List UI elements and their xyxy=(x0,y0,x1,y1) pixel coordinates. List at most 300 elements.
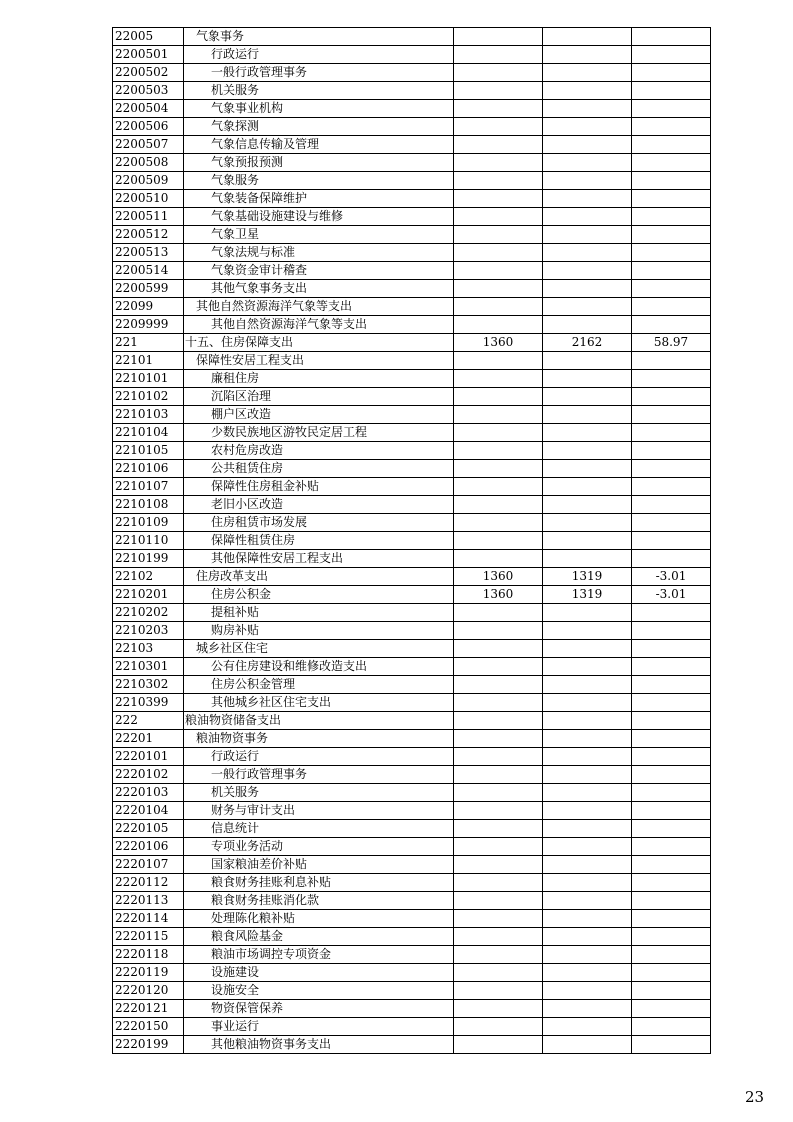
row-value-1-cell xyxy=(454,172,543,190)
row-code-cell: 2210106 xyxy=(113,460,184,478)
row-name-cell: 其他自然资源海洋气象等支出 xyxy=(184,298,454,316)
row-value-1-cell xyxy=(454,1000,543,1018)
row-value-3-cell xyxy=(632,388,711,406)
row-value-3-cell xyxy=(632,64,711,82)
row-value-2-cell xyxy=(543,820,632,838)
table-row xyxy=(113,568,711,586)
page-number: 23 xyxy=(745,1088,765,1106)
table-row xyxy=(113,766,711,784)
row-code-cell: 2220103 xyxy=(113,784,184,802)
row-value-2-cell xyxy=(543,118,632,136)
row-value-2-cell xyxy=(543,892,632,910)
row-code-cell: 2210202 xyxy=(113,604,184,622)
row-code-cell: 2220112 xyxy=(113,874,184,892)
row-value-3-cell xyxy=(632,226,711,244)
row-value-1-cell xyxy=(454,712,543,730)
row-code-cell: 2200512 xyxy=(113,226,184,244)
row-code-cell: 2220150 xyxy=(113,1018,184,1036)
row-value-3-cell xyxy=(632,658,711,676)
table-row xyxy=(113,712,711,730)
row-code-cell: 22102 xyxy=(113,568,184,586)
row-name-cell: 保障性住房租金补贴 xyxy=(184,478,454,496)
row-value-2-cell xyxy=(543,550,632,568)
row-value-3-cell xyxy=(632,640,711,658)
row-code-cell: 2200503 xyxy=(113,82,184,100)
row-value-1-cell xyxy=(454,784,543,802)
row-code-cell: 22099 xyxy=(113,298,184,316)
row-value-3-cell xyxy=(632,964,711,982)
row-value-1-cell xyxy=(454,604,543,622)
row-value-3-cell xyxy=(632,82,711,100)
row-value-3-cell: -3.01 xyxy=(632,586,711,604)
row-value-1-cell xyxy=(454,388,543,406)
row-value-2-cell xyxy=(543,874,632,892)
row-name-cell: 机关服务 xyxy=(184,784,454,802)
row-value-3-cell xyxy=(632,136,711,154)
row-value-2-cell xyxy=(543,208,632,226)
row-value-2-cell xyxy=(543,154,632,172)
row-value-3-cell xyxy=(632,28,711,46)
row-value-1-cell xyxy=(454,226,543,244)
row-code-cell: 2200514 xyxy=(113,262,184,280)
row-value-1-cell xyxy=(454,694,543,712)
row-code-cell: 2210103 xyxy=(113,406,184,424)
row-code-cell: 2200599 xyxy=(113,280,184,298)
row-value-3-cell xyxy=(632,298,711,316)
row-name-cell: 城乡社区住宅 xyxy=(184,640,454,658)
table-row xyxy=(113,352,711,370)
row-value-3-cell xyxy=(632,262,711,280)
row-name-cell: 住房改革支出 xyxy=(184,568,454,586)
row-name-cell: 其他气象事务支出 xyxy=(184,280,454,298)
row-value-2-cell xyxy=(543,226,632,244)
row-value-2-cell xyxy=(543,1036,632,1054)
row-code-cell: 22101 xyxy=(113,352,184,370)
row-value-1-cell xyxy=(454,820,543,838)
budget-table xyxy=(112,27,711,1054)
row-value-2-cell xyxy=(543,406,632,424)
table-row xyxy=(113,586,711,604)
row-value-2-cell xyxy=(543,460,632,478)
row-name-cell: 保障性租赁住房 xyxy=(184,532,454,550)
row-value-3-cell xyxy=(632,118,711,136)
row-code-cell: 2200506 xyxy=(113,118,184,136)
row-value-3-cell xyxy=(632,910,711,928)
table-row xyxy=(113,838,711,856)
row-value-2-cell xyxy=(543,316,632,334)
row-value-2-cell xyxy=(543,622,632,640)
table-row xyxy=(113,910,711,928)
row-code-cell: 221 xyxy=(113,334,184,352)
row-value-3-cell xyxy=(632,424,711,442)
row-value-2-cell xyxy=(543,1018,632,1036)
row-name-cell: 住房租赁市场发展 xyxy=(184,514,454,532)
table-row xyxy=(113,424,711,442)
row-value-1-cell xyxy=(454,460,543,478)
row-value-1-cell xyxy=(454,550,543,568)
row-name-cell: 气象基础设施建设与维修 xyxy=(184,208,454,226)
table-row xyxy=(113,226,711,244)
row-value-1-cell xyxy=(454,874,543,892)
table-row xyxy=(113,802,711,820)
row-value-2-cell xyxy=(543,964,632,982)
row-value-2-cell xyxy=(543,982,632,1000)
table-row xyxy=(113,334,711,352)
table-row xyxy=(113,316,711,334)
row-value-2-cell xyxy=(543,856,632,874)
row-value-1-cell xyxy=(454,676,543,694)
row-value-2-cell xyxy=(543,604,632,622)
row-value-3-cell xyxy=(632,748,711,766)
table-row xyxy=(113,658,711,676)
row-value-2-cell xyxy=(543,766,632,784)
row-name-cell: 气象事务 xyxy=(184,28,454,46)
row-value-3-cell xyxy=(632,802,711,820)
row-value-1-cell xyxy=(454,496,543,514)
row-value-3-cell xyxy=(632,928,711,946)
table-row xyxy=(113,1036,711,1054)
row-value-1-cell xyxy=(454,118,543,136)
row-name-cell: 处理陈化粮补贴 xyxy=(184,910,454,928)
row-code-cell: 2220107 xyxy=(113,856,184,874)
row-code-cell: 2200507 xyxy=(113,136,184,154)
row-code-cell: 2210399 xyxy=(113,694,184,712)
table-row xyxy=(113,532,711,550)
row-name-cell: 行政运行 xyxy=(184,46,454,64)
row-code-cell: 2220105 xyxy=(113,820,184,838)
row-name-cell: 保障性安居工程支出 xyxy=(184,352,454,370)
row-value-2-cell xyxy=(543,298,632,316)
row-value-1-cell xyxy=(454,622,543,640)
row-code-cell: 2220115 xyxy=(113,928,184,946)
row-value-1-cell xyxy=(454,46,543,64)
row-name-cell: 设施建设 xyxy=(184,964,454,982)
row-code-cell: 2200511 xyxy=(113,208,184,226)
row-value-2-cell xyxy=(543,784,632,802)
row-code-cell: 2210301 xyxy=(113,658,184,676)
row-value-1-cell xyxy=(454,352,543,370)
row-code-cell: 2210201 xyxy=(113,586,184,604)
table-row xyxy=(113,622,711,640)
row-value-1-cell: 1360 xyxy=(454,586,543,604)
row-value-2-cell xyxy=(543,676,632,694)
row-code-cell: 222 xyxy=(113,712,184,730)
row-value-2-cell xyxy=(543,748,632,766)
row-code-cell: 2220119 xyxy=(113,964,184,982)
row-name-cell: 其他保障性安居工程支出 xyxy=(184,550,454,568)
row-value-2-cell: 1319 xyxy=(543,568,632,586)
row-value-2-cell xyxy=(543,388,632,406)
row-value-1-cell xyxy=(454,910,543,928)
row-code-cell: 2210104 xyxy=(113,424,184,442)
table-row xyxy=(113,550,711,568)
table-row xyxy=(113,136,711,154)
row-value-2-cell xyxy=(543,424,632,442)
table-row xyxy=(113,928,711,946)
row-value-3-cell xyxy=(632,856,711,874)
row-value-3-cell xyxy=(632,442,711,460)
row-value-2-cell xyxy=(543,262,632,280)
row-code-cell: 22201 xyxy=(113,730,184,748)
table-row xyxy=(113,874,711,892)
budget-table-body xyxy=(113,28,711,1054)
row-name-cell: 一般行政管理事务 xyxy=(184,64,454,82)
row-value-3-cell xyxy=(632,712,711,730)
row-value-1-cell xyxy=(454,982,543,1000)
row-value-3-cell xyxy=(632,190,711,208)
row-value-3-cell xyxy=(632,154,711,172)
table-row xyxy=(113,154,711,172)
row-code-cell: 2220118 xyxy=(113,946,184,964)
row-code-cell: 2200510 xyxy=(113,190,184,208)
row-value-3-cell xyxy=(632,1000,711,1018)
row-value-2-cell xyxy=(543,136,632,154)
row-value-2-cell xyxy=(543,82,632,100)
row-value-2-cell xyxy=(543,946,632,964)
table-row xyxy=(113,298,711,316)
table-row xyxy=(113,1018,711,1036)
table-row xyxy=(113,982,711,1000)
row-value-1-cell xyxy=(454,946,543,964)
row-name-cell: 十五、住房保障支出 xyxy=(184,334,454,352)
table-row xyxy=(113,514,711,532)
row-value-1-cell xyxy=(454,190,543,208)
row-code-cell: 2210110 xyxy=(113,532,184,550)
row-value-2-cell xyxy=(543,712,632,730)
row-value-1-cell xyxy=(454,748,543,766)
row-name-cell: 事业运行 xyxy=(184,1018,454,1036)
row-code-cell: 2220120 xyxy=(113,982,184,1000)
row-value-2-cell xyxy=(543,802,632,820)
row-code-cell: 2220106 xyxy=(113,838,184,856)
row-value-3-cell xyxy=(632,280,711,298)
row-value-2-cell xyxy=(543,190,632,208)
row-name-cell: 公有住房建设和维修改造支出 xyxy=(184,658,454,676)
row-value-1-cell xyxy=(454,892,543,910)
row-name-cell: 沉陷区治理 xyxy=(184,388,454,406)
row-value-3-cell xyxy=(632,604,711,622)
row-value-3-cell xyxy=(632,784,711,802)
row-value-1-cell xyxy=(454,136,543,154)
row-code-cell: 2220113 xyxy=(113,892,184,910)
table-row xyxy=(113,208,711,226)
row-value-1-cell xyxy=(454,208,543,226)
row-name-cell: 财务与审计支出 xyxy=(184,802,454,820)
row-value-1-cell xyxy=(454,640,543,658)
row-value-3-cell xyxy=(632,514,711,532)
row-value-3-cell xyxy=(632,946,711,964)
row-value-1-cell xyxy=(454,316,543,334)
row-value-2-cell xyxy=(543,658,632,676)
row-value-3-cell xyxy=(632,1036,711,1054)
row-value-1-cell xyxy=(454,478,543,496)
row-value-3-cell xyxy=(632,172,711,190)
row-value-1-cell xyxy=(454,82,543,100)
row-code-cell: 2220199 xyxy=(113,1036,184,1054)
row-value-3-cell xyxy=(632,694,711,712)
row-name-cell: 设施安全 xyxy=(184,982,454,1000)
row-value-1-cell xyxy=(454,964,543,982)
table-row xyxy=(113,820,711,838)
row-value-2-cell xyxy=(543,910,632,928)
row-value-3-cell xyxy=(632,820,711,838)
row-code-cell: 2210105 xyxy=(113,442,184,460)
row-name-cell: 粮食财务挂账利息补贴 xyxy=(184,874,454,892)
table-row xyxy=(113,676,711,694)
row-value-3-cell xyxy=(632,532,711,550)
row-name-cell: 气象法规与标准 xyxy=(184,244,454,262)
row-code-cell: 2220104 xyxy=(113,802,184,820)
row-value-1-cell xyxy=(454,442,543,460)
row-value-1-cell xyxy=(454,244,543,262)
row-value-2-cell xyxy=(543,496,632,514)
row-value-1-cell xyxy=(454,28,543,46)
row-code-cell: 2220121 xyxy=(113,1000,184,1018)
row-value-2-cell xyxy=(543,280,632,298)
row-value-2-cell xyxy=(543,370,632,388)
row-value-2-cell xyxy=(543,478,632,496)
row-value-3-cell xyxy=(632,1018,711,1036)
row-name-cell: 气象服务 xyxy=(184,172,454,190)
row-name-cell: 信息统计 xyxy=(184,820,454,838)
row-name-cell: 机关服务 xyxy=(184,82,454,100)
row-name-cell: 气象信息传输及管理 xyxy=(184,136,454,154)
row-code-cell: 2210108 xyxy=(113,496,184,514)
row-value-3-cell xyxy=(632,406,711,424)
row-value-1-cell xyxy=(454,1018,543,1036)
row-code-cell: 2220102 xyxy=(113,766,184,784)
row-value-3-cell xyxy=(632,100,711,118)
row-value-3-cell xyxy=(632,730,711,748)
row-value-1-cell xyxy=(454,856,543,874)
row-value-2-cell xyxy=(543,352,632,370)
table-row xyxy=(113,604,711,622)
row-value-3-cell: 58.97 xyxy=(632,334,711,352)
row-value-3-cell xyxy=(632,352,711,370)
table-row xyxy=(113,370,711,388)
row-value-3-cell xyxy=(632,892,711,910)
row-value-2-cell xyxy=(543,1000,632,1018)
row-value-1-cell xyxy=(454,1036,543,1054)
row-value-2-cell xyxy=(543,64,632,82)
table-row xyxy=(113,388,711,406)
row-value-1-cell xyxy=(454,100,543,118)
row-name-cell: 其他自然资源海洋气象等支出 xyxy=(184,316,454,334)
table-row xyxy=(113,856,711,874)
table-row xyxy=(113,748,711,766)
row-value-3-cell xyxy=(632,244,711,262)
row-value-1-cell xyxy=(454,658,543,676)
row-code-cell: 2210101 xyxy=(113,370,184,388)
table-row xyxy=(113,784,711,802)
row-value-1-cell xyxy=(454,406,543,424)
row-name-cell: 一般行政管理事务 xyxy=(184,766,454,784)
row-value-1-cell xyxy=(454,532,543,550)
row-name-cell: 气象预报预测 xyxy=(184,154,454,172)
row-value-3-cell xyxy=(632,766,711,784)
row-name-cell: 粮油市场调控专项资金 xyxy=(184,946,454,964)
table-row xyxy=(113,460,711,478)
row-value-2-cell xyxy=(543,730,632,748)
row-value-1-cell: 1360 xyxy=(454,334,543,352)
row-code-cell: 2200509 xyxy=(113,172,184,190)
table-row xyxy=(113,964,711,982)
table-row xyxy=(113,100,711,118)
row-code-cell: 2200502 xyxy=(113,64,184,82)
row-name-cell: 购房补贴 xyxy=(184,622,454,640)
row-value-2-cell: 1319 xyxy=(543,586,632,604)
row-name-cell: 物资保管保养 xyxy=(184,1000,454,1018)
row-value-3-cell xyxy=(632,676,711,694)
row-value-2-cell xyxy=(543,100,632,118)
row-value-2-cell xyxy=(543,442,632,460)
row-value-3-cell xyxy=(632,622,711,640)
table-row xyxy=(113,892,711,910)
row-name-cell: 气象探测 xyxy=(184,118,454,136)
row-name-cell: 专项业务活动 xyxy=(184,838,454,856)
row-value-1-cell xyxy=(454,298,543,316)
table-row xyxy=(113,118,711,136)
table-row xyxy=(113,730,711,748)
row-value-2-cell xyxy=(543,532,632,550)
row-value-1-cell xyxy=(454,154,543,172)
table-row xyxy=(113,28,711,46)
row-code-cell: 2210199 xyxy=(113,550,184,568)
row-code-cell: 2200504 xyxy=(113,100,184,118)
row-name-cell: 住房公积金 xyxy=(184,586,454,604)
table-row xyxy=(113,406,711,424)
row-name-cell: 公共租赁住房 xyxy=(184,460,454,478)
row-name-cell: 气象装备保障维护 xyxy=(184,190,454,208)
table-row xyxy=(113,1000,711,1018)
row-value-2-cell: 2162 xyxy=(543,334,632,352)
row-name-cell: 少数民族地区游牧民定居工程 xyxy=(184,424,454,442)
row-value-2-cell xyxy=(543,694,632,712)
table-row xyxy=(113,280,711,298)
row-name-cell: 其他粮油物资事务支出 xyxy=(184,1036,454,1054)
row-name-cell: 棚户区改造 xyxy=(184,406,454,424)
row-name-cell: 国家粮油差价补贴 xyxy=(184,856,454,874)
row-value-1-cell xyxy=(454,730,543,748)
row-name-cell: 气象卫星 xyxy=(184,226,454,244)
row-name-cell: 其他城乡社区住宅支出 xyxy=(184,694,454,712)
table-row xyxy=(113,496,711,514)
table-row xyxy=(113,442,711,460)
row-value-1-cell xyxy=(454,928,543,946)
row-code-cell: 2210107 xyxy=(113,478,184,496)
row-code-cell: 22005 xyxy=(113,28,184,46)
row-code-cell: 2200508 xyxy=(113,154,184,172)
row-code-cell: 2210102 xyxy=(113,388,184,406)
table-row xyxy=(113,262,711,280)
row-name-cell: 气象资金审计稽查 xyxy=(184,262,454,280)
row-value-1-cell xyxy=(454,280,543,298)
row-code-cell: 2209999 xyxy=(113,316,184,334)
table-row xyxy=(113,694,711,712)
row-value-1-cell xyxy=(454,802,543,820)
row-code-cell: 2200501 xyxy=(113,46,184,64)
table-row xyxy=(113,478,711,496)
table-row xyxy=(113,640,711,658)
row-value-3-cell xyxy=(632,496,711,514)
row-value-3-cell: -3.01 xyxy=(632,568,711,586)
row-value-2-cell xyxy=(543,640,632,658)
row-value-1-cell xyxy=(454,514,543,532)
table-row xyxy=(113,190,711,208)
row-value-1-cell xyxy=(454,838,543,856)
row-value-3-cell xyxy=(632,838,711,856)
row-value-1-cell xyxy=(454,424,543,442)
